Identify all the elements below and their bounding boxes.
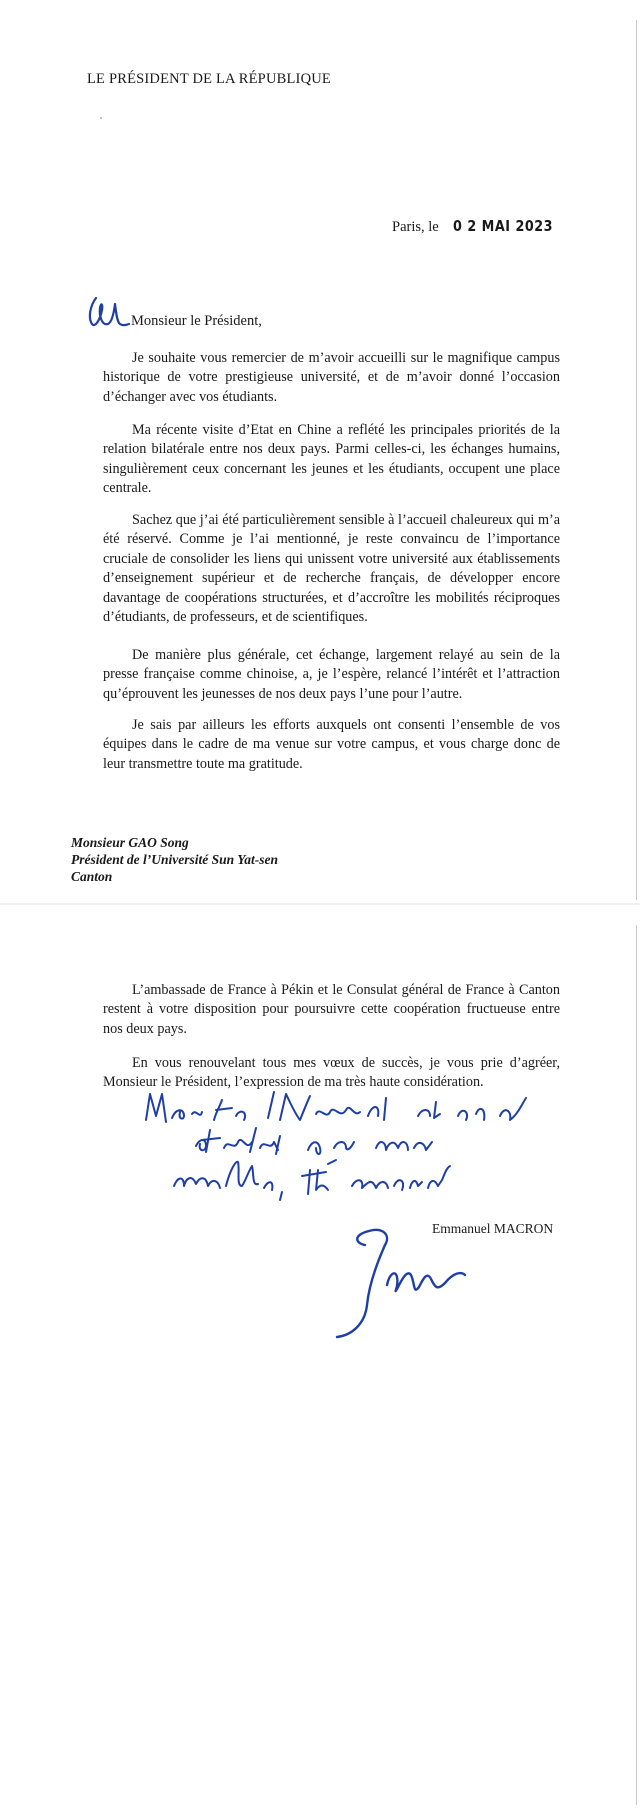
letterhead: LE PRÉSIDENT DE LA RÉPUBLIQUE [87, 71, 331, 87]
paragraph-closing: En vous renouvelant tous mes vœux de succès, je vous prie d’agréer, Monsieur le Président, l’expression de ma très haute considération. [103, 1055, 560, 1091]
handwritten-salutation-mark [86, 294, 130, 334]
page-edge [636, 925, 637, 1805]
letter-page-2 [0, 905, 640, 1810]
recipient-name: Monsieur GAO Song [71, 835, 189, 850]
paragraph-thanks: Je souhaite vous remercier de m’avoir accueilli sur le magnifique campus historique de votre prestigieuse université, et de m’avoir donné l’occasion d’échanger avec vos étudiants. [103, 350, 560, 405]
recipient-title: Président de l’Université Sun Yat-sen [71, 852, 279, 867]
signer-name: Emmanuel MACRON [432, 1221, 554, 1236]
date-prefix: Paris, le [392, 219, 439, 235]
recipient-block [71, 834, 278, 885]
signature [335, 1225, 485, 1345]
recipient-city: Canton [71, 869, 113, 884]
paragraph-embassy: L’ambassade de France à Pékin et le Consulat général de France à Canton restent à votre disposition pour poursuivre cette coopération fructueuse entre nos deux pays. [103, 982, 560, 1037]
handwritten-note [140, 1090, 580, 1230]
date-stamp: 0 2 MAI 2023 [452, 217, 553, 235]
paragraph-state-visit: Ma récente visite d’Etat en Chine a reflété les principales priorités de la relation bilatérale entre nos deux pays. Parmi celles-ci, les échanges humains, singulièrement ceux concernant les jeunes et les étudiants, occupent une place centrale. [103, 422, 560, 497]
date-line [392, 217, 570, 236]
page-edge [636, 20, 637, 900]
paragraph-press: De manière plus générale, cet échange, largement relayé au sein de la presse française comme chinoise, a, je l’espère, relancé l’intérêt et l’attraction qu’éprouvent les jeunesses de nos deux pays l’une pour l’autre. [103, 647, 560, 702]
salutation: Monsieur le Président, [131, 313, 262, 329]
paragraph-gratitude: Je sais par ailleurs les efforts auxquels ont consenti l’ensemble de vos équipes dans le cadre de ma venue sur votre campus, et vous charge donc de leur transmettre toute ma gratitude. [103, 717, 560, 772]
paragraph-welcome: Sachez que j’ai été particulièrement sensible à l’accueil chaleureux qui m’a été réservé. Comme je l’ai mentionné, je reste convaincu de l’importance cruciale de consolider les liens qui unissent votre université aux établissements d’enseignement supérieur et de recherche français, de développer encore davantage de coopérations structurées, et d’accroître les mobilités réciproques d’étudiants, de professeurs, et de scientifiques. [103, 512, 560, 626]
scan-speck [100, 117, 102, 119]
